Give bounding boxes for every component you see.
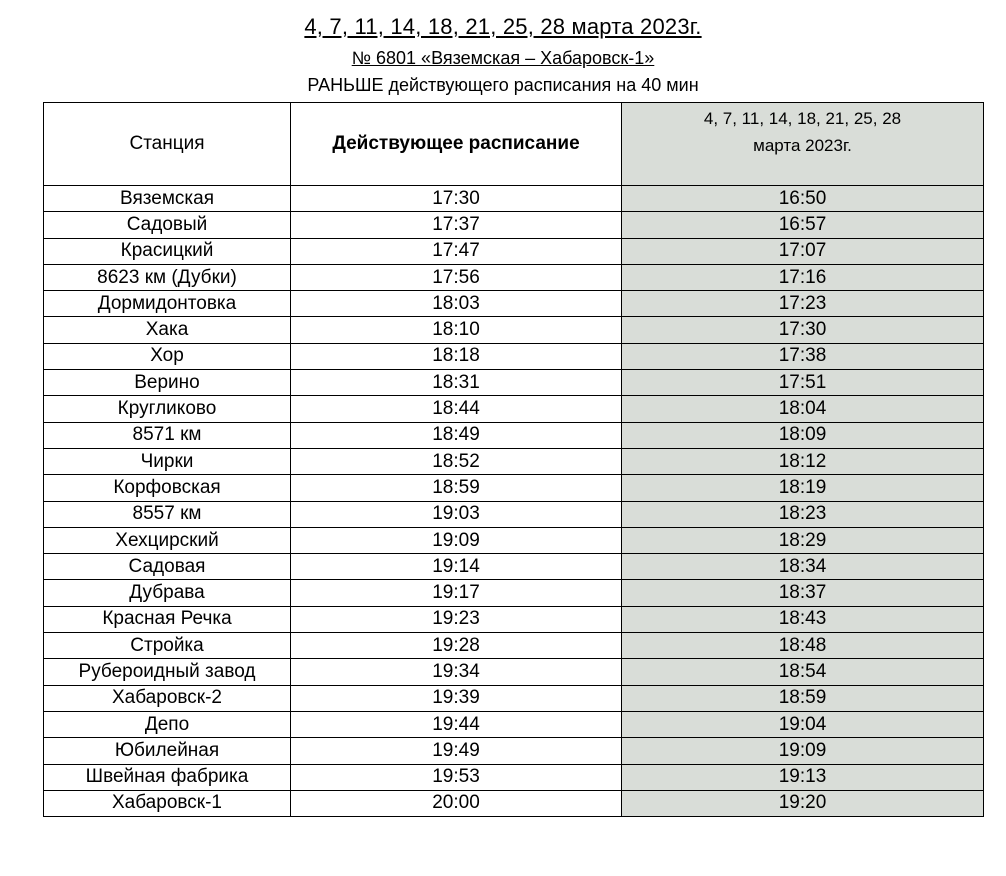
new-time-cell: 17:07 bbox=[622, 238, 984, 264]
new-time-cell: 16:57 bbox=[622, 212, 984, 238]
table-row bbox=[44, 633, 984, 659]
table-row bbox=[44, 448, 984, 474]
new-time-cell: 18:34 bbox=[622, 554, 984, 580]
station-cell: Красицкий bbox=[44, 238, 291, 264]
header-new-month: марта 2023г. bbox=[753, 136, 852, 155]
header-new-schedule bbox=[622, 103, 984, 186]
table-row bbox=[44, 238, 984, 264]
new-time-cell: 18:19 bbox=[622, 475, 984, 501]
station-cell: Хабаровск-2 bbox=[44, 685, 291, 711]
header-current-schedule: Действующее расписание bbox=[291, 103, 622, 186]
table-row bbox=[44, 738, 984, 764]
station-cell: Юбилейная bbox=[44, 738, 291, 764]
station-cell: Дубрава bbox=[44, 580, 291, 606]
new-time-cell: 18:04 bbox=[622, 396, 984, 422]
current-time-cell: 18:59 bbox=[291, 475, 622, 501]
current-time-cell: 19:49 bbox=[291, 738, 622, 764]
header-new-dates: 4, 7, 11, 14, 18, 21, 25, 28 bbox=[703, 109, 902, 128]
table-row bbox=[44, 475, 984, 501]
table-row bbox=[44, 186, 984, 212]
train-title: № 6801 «Вяземская – Хабаровск-1» bbox=[351, 48, 655, 68]
new-time-cell: 18:09 bbox=[622, 422, 984, 448]
station-cell: Садовый bbox=[44, 212, 291, 238]
current-time-cell: 19:39 bbox=[291, 685, 622, 711]
table-row bbox=[44, 317, 984, 343]
current-time-cell: 18:49 bbox=[291, 422, 622, 448]
station-cell: Швейная фабрика bbox=[44, 764, 291, 790]
table-row bbox=[44, 396, 984, 422]
station-cell: Стройка bbox=[44, 633, 291, 659]
station-cell: Хехцирский bbox=[44, 527, 291, 553]
new-time-cell: 19:04 bbox=[622, 711, 984, 737]
current-time-cell: 19:23 bbox=[291, 606, 622, 632]
current-time-cell: 17:30 bbox=[291, 186, 622, 212]
station-cell: Верино bbox=[44, 370, 291, 396]
new-time-cell: 16:50 bbox=[622, 186, 984, 212]
station-cell: Хабаровск-1 bbox=[44, 790, 291, 816]
new-time-cell: 18:12 bbox=[622, 448, 984, 474]
current-time-cell: 18:18 bbox=[291, 343, 622, 369]
current-time-cell: 19:28 bbox=[291, 633, 622, 659]
table-row bbox=[44, 264, 984, 290]
station-cell: 8557 км bbox=[44, 501, 291, 527]
table-row bbox=[44, 711, 984, 737]
station-cell: Хор bbox=[44, 343, 291, 369]
current-time-cell: 20:00 bbox=[291, 790, 622, 816]
table-row bbox=[44, 370, 984, 396]
current-time-cell: 18:03 bbox=[291, 291, 622, 317]
station-cell: Дормидонтовка bbox=[44, 291, 291, 317]
new-time-cell: 19:09 bbox=[622, 738, 984, 764]
current-time-cell: 17:56 bbox=[291, 264, 622, 290]
table-row bbox=[44, 580, 984, 606]
table-row bbox=[44, 291, 984, 317]
station-cell: Депо bbox=[44, 711, 291, 737]
table-row bbox=[44, 501, 984, 527]
current-time-cell: 17:37 bbox=[291, 212, 622, 238]
station-cell: Кругликово bbox=[44, 396, 291, 422]
schedule-note: РАНЬШЕ действующего расписания на 40 мин bbox=[307, 75, 699, 95]
current-time-cell: 18:31 bbox=[291, 370, 622, 396]
new-time-cell: 17:30 bbox=[622, 317, 984, 343]
current-time-cell: 19:17 bbox=[291, 580, 622, 606]
station-cell: Красная Речка bbox=[44, 606, 291, 632]
table-header-row bbox=[44, 103, 984, 186]
station-cell: 8571 км bbox=[44, 422, 291, 448]
new-time-cell: 17:51 bbox=[622, 370, 984, 396]
table-row bbox=[44, 527, 984, 553]
table-row bbox=[44, 212, 984, 238]
table-row bbox=[44, 764, 984, 790]
new-time-cell: 18:37 bbox=[622, 580, 984, 606]
table-row bbox=[44, 554, 984, 580]
station-cell: Чирки bbox=[44, 448, 291, 474]
current-time-cell: 19:09 bbox=[291, 527, 622, 553]
current-time-cell: 18:52 bbox=[291, 448, 622, 474]
new-time-cell: 18:23 bbox=[622, 501, 984, 527]
new-time-cell: 19:20 bbox=[622, 790, 984, 816]
new-time-cell: 19:13 bbox=[622, 764, 984, 790]
station-cell: Садовая bbox=[44, 554, 291, 580]
station-cell: 8623 км (Дубки) bbox=[44, 264, 291, 290]
station-cell: Корфовская bbox=[44, 475, 291, 501]
current-time-cell: 18:44 bbox=[291, 396, 622, 422]
table-row bbox=[44, 422, 984, 448]
station-cell: Вяземская bbox=[44, 186, 291, 212]
dates-title: 4, 7, 11, 14, 18, 21, 25, 28 марта 2023г. bbox=[304, 14, 702, 39]
new-time-cell: 17:23 bbox=[622, 291, 984, 317]
station-cell: Хака bbox=[44, 317, 291, 343]
current-time-cell: 19:44 bbox=[291, 711, 622, 737]
current-time-cell: 18:10 bbox=[291, 317, 622, 343]
table-row bbox=[44, 343, 984, 369]
table-row bbox=[44, 790, 984, 816]
table-row bbox=[44, 659, 984, 685]
current-time-cell: 19:14 bbox=[291, 554, 622, 580]
header-station: Станция bbox=[44, 103, 291, 186]
new-time-cell: 17:16 bbox=[622, 264, 984, 290]
new-time-cell: 18:43 bbox=[622, 606, 984, 632]
current-time-cell: 19:53 bbox=[291, 764, 622, 790]
current-time-cell: 19:03 bbox=[291, 501, 622, 527]
current-time-cell: 19:34 bbox=[291, 659, 622, 685]
new-time-cell: 17:38 bbox=[622, 343, 984, 369]
current-time-cell: 17:47 bbox=[291, 238, 622, 264]
new-time-cell: 18:29 bbox=[622, 527, 984, 553]
table-row bbox=[44, 606, 984, 632]
schedule-table bbox=[43, 102, 984, 817]
station-cell: Рубероидный завод bbox=[44, 659, 291, 685]
new-time-cell: 18:54 bbox=[622, 659, 984, 685]
new-time-cell: 18:59 bbox=[622, 685, 984, 711]
table-row bbox=[44, 685, 984, 711]
new-time-cell: 18:48 bbox=[622, 633, 984, 659]
